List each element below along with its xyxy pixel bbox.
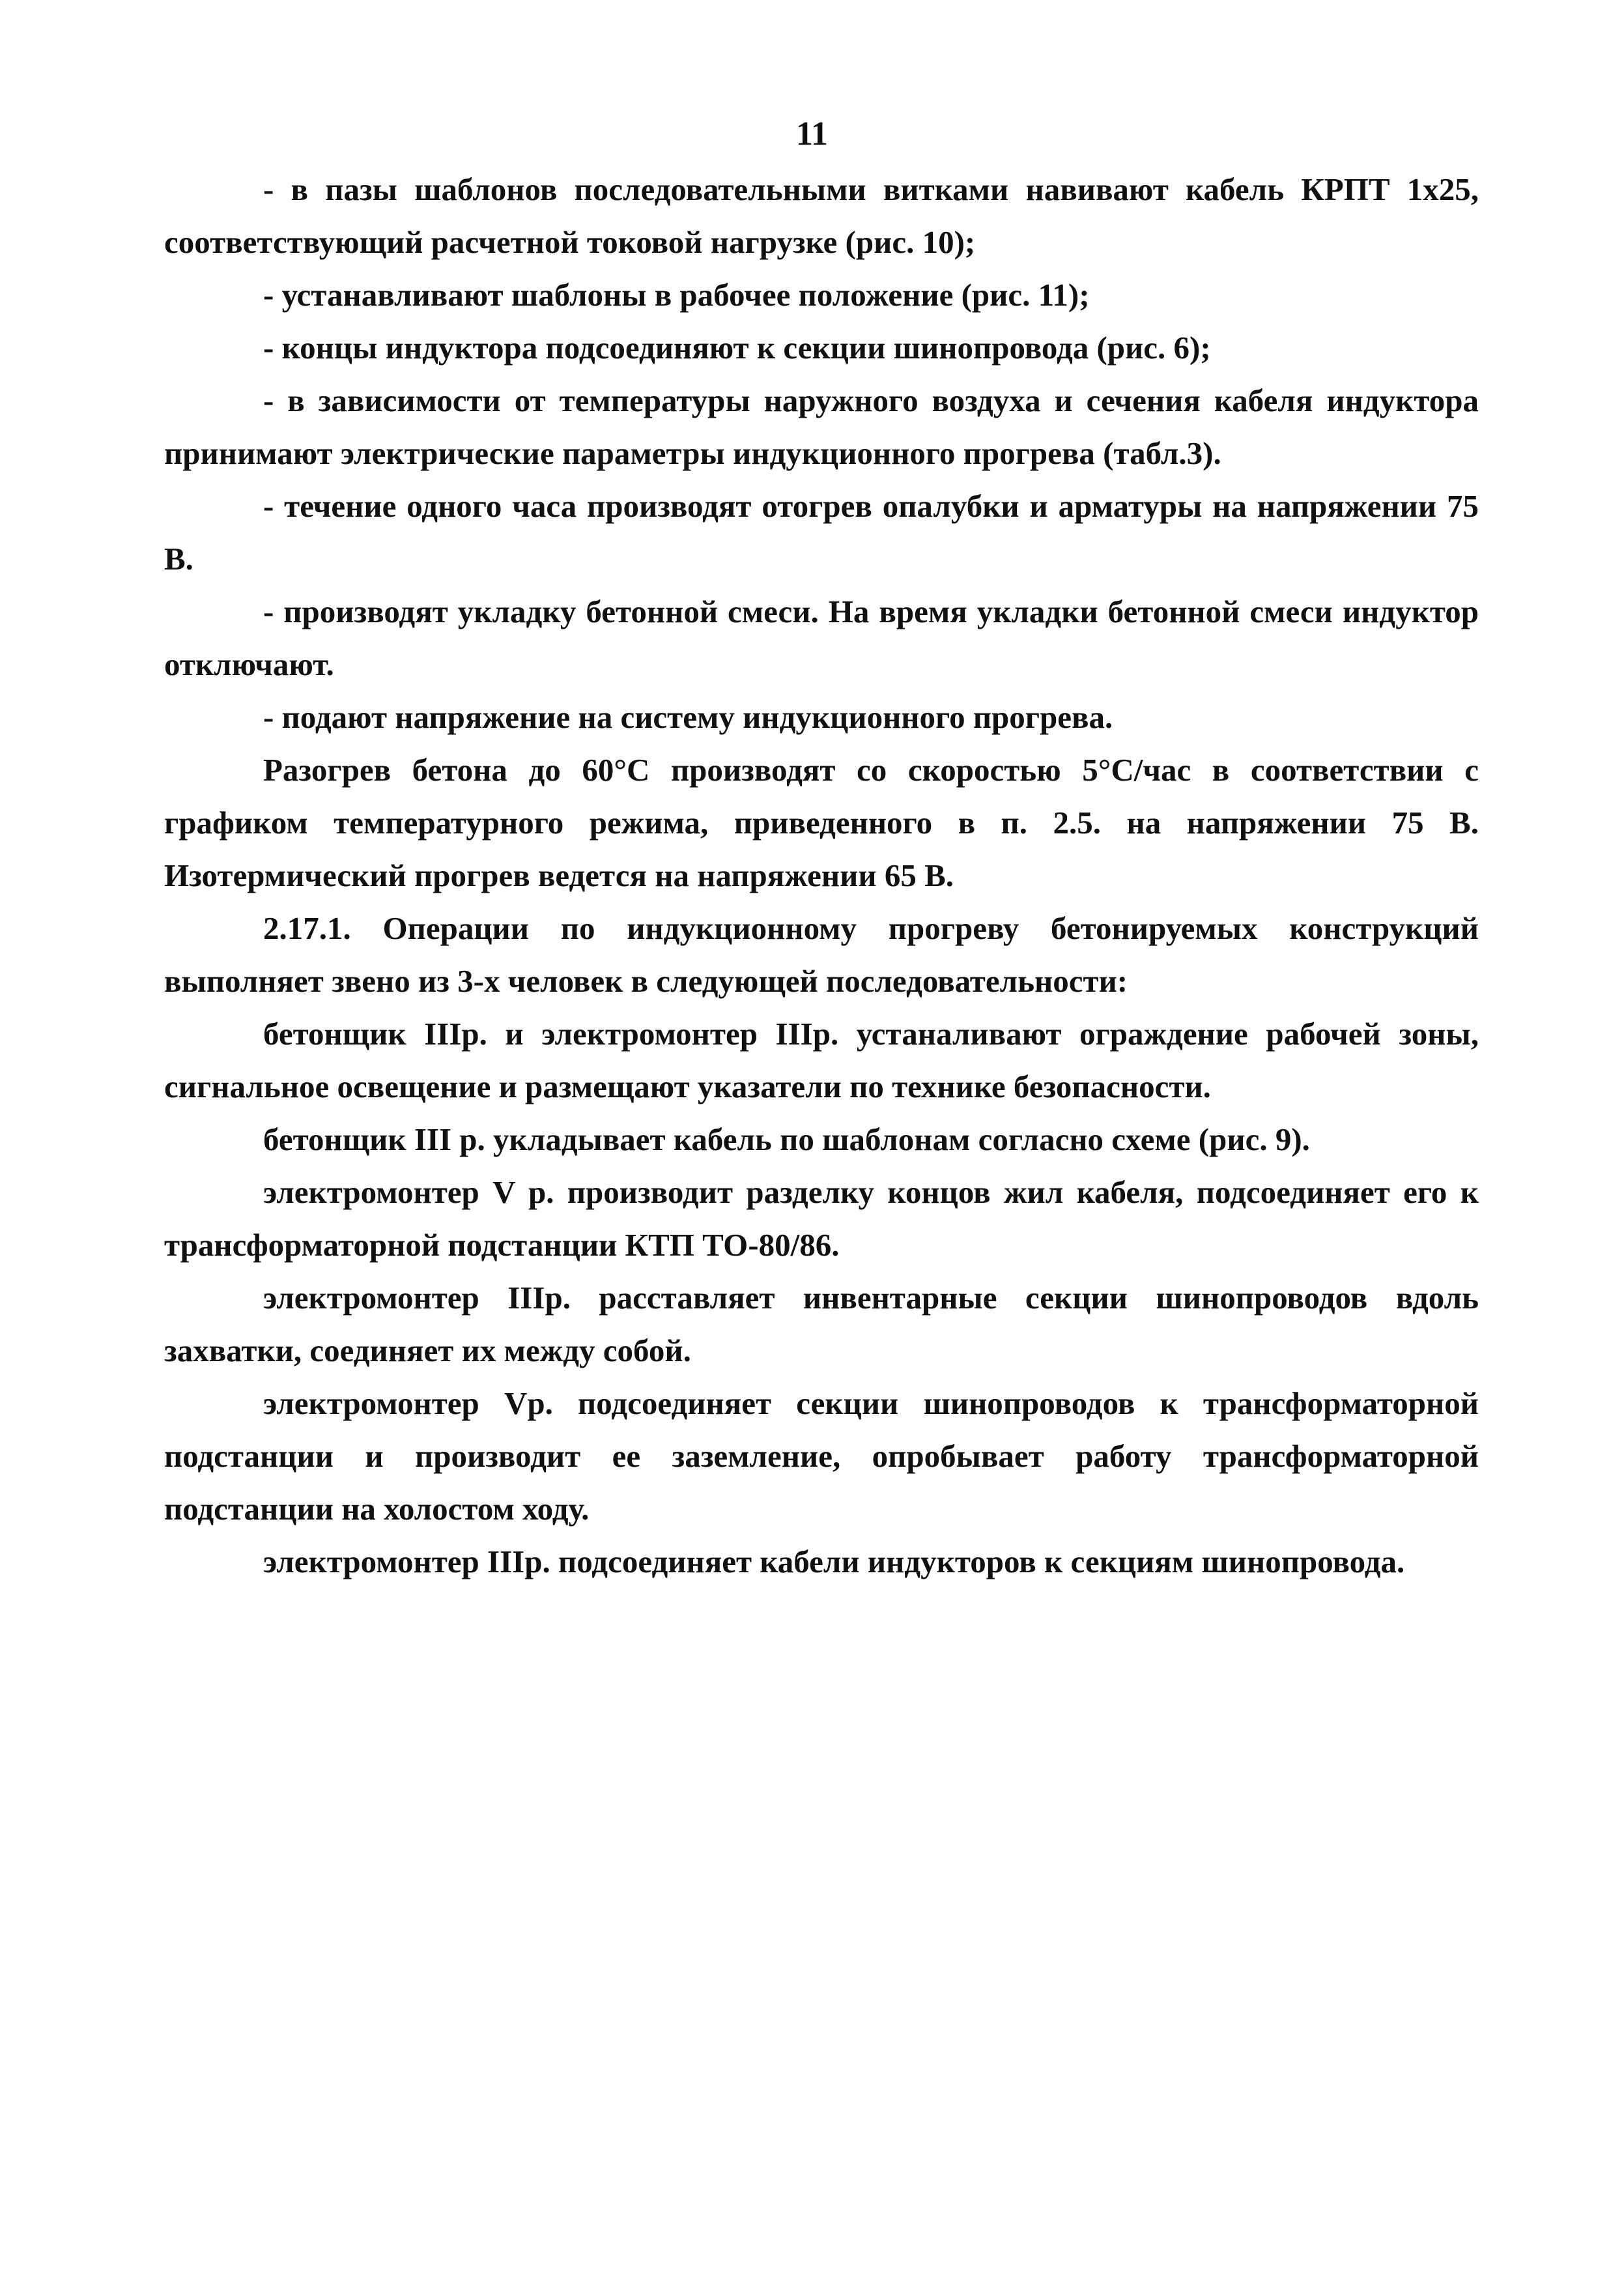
paragraph-2: - устанавливают шаблоны в рабочее положение (рис. 11); xyxy=(263,277,1090,313)
paragraph-5: - течение одного часа производят отогрев опалубки и арматуры на напряжении 75 В. xyxy=(164,488,1479,577)
paragraph-14: электромонтер Vр. подсоединяет секции шинопроводов к трансформаторной подстанции и производит ее заземление, опробывает работу трансформаторной подстанции на холостом ходу. xyxy=(164,1385,1479,1527)
paragraph-6: - производят укладку бетонной смеси. На время укладки бетонной смеси индуктор отключают. xyxy=(164,594,1479,682)
paragraph-12: электромонтер V р. производит разделку концов жил кабеля, подсоединяет его к трансформаторной подстанции КТП ТО-80/86. xyxy=(164,1174,1479,1263)
paragraph-3: - концы индуктора подсоединяют к секции шинопровода (рис. 6); xyxy=(263,330,1211,366)
paragraph-1: - в пазы шаблонов последовательными витками навивают кабель КРПТ 1х25, соответствующий расчетной токовой нагрузке (рис. 10); xyxy=(164,171,1479,260)
paragraph-9: 2.17.1. Операции по индукционному прогреву бетонируемых конструкций выполняет звено из 3-х человек в следующей последовательности: xyxy=(164,910,1479,999)
paragraph-11: бетонщик III р. укладывает кабель по шаблонам согласно схеме (рис. 9). xyxy=(263,1121,1310,1157)
paragraph-4: - в зависимости от температуры наружного воздуха и сечения кабеля индуктора принимают электрические параметры индукционного прогрева (табл.3). xyxy=(164,382,1479,471)
paragraph-13: электромонтер IIIр. расставляет инвентарные секции шинопроводов вдоль захватки, соединяет их между собой. xyxy=(164,1280,1479,1368)
page-number: 11 xyxy=(795,115,829,152)
paragraph-15: электромонтер IIIр. подсоединяет кабели индукторов к секциям шинопровода. xyxy=(263,1544,1405,1579)
paragraph-10: бетонщик IIIр. и электромонтер IIIр. устаналивают ограждение рабочей зоны, сигнальное освещение и размещают указатели по технике безопасности. xyxy=(164,1016,1479,1104)
paragraph-8: Разогрев бетона до 60°С производят со скоростью 5°С/час в соответствии с графиком температурного режима, приведенного в п. 2.5. на напряжении 75 В. Изотермический прогрев ведется на напряжении 65 В. xyxy=(164,752,1479,893)
paragraph-7: - подают напряжение на систему индукционного прогрева. xyxy=(263,699,1113,735)
body-text xyxy=(164,163,1479,1588)
